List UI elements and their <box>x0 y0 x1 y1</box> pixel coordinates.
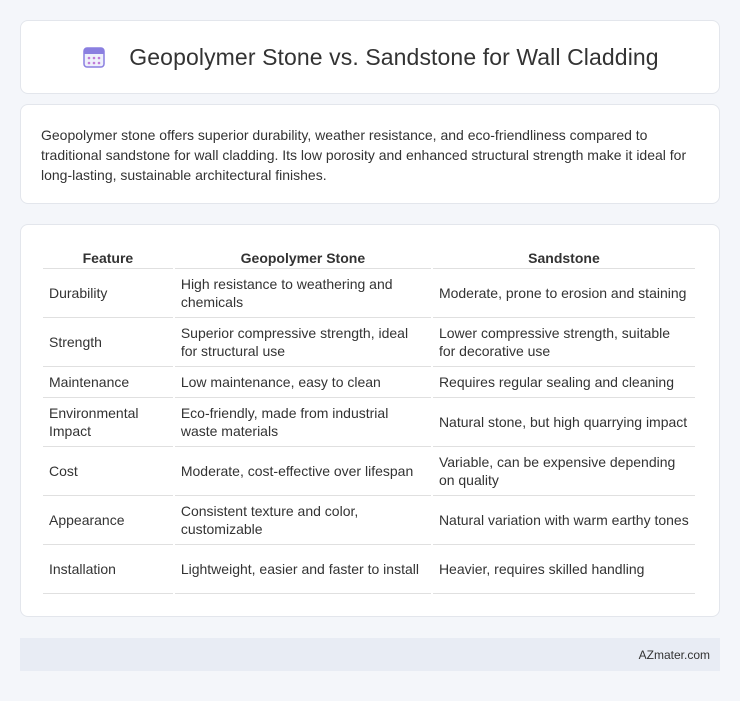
feature-cell: Durability <box>43 269 173 318</box>
sandstone-cell: Requires regular sealing and cleaning <box>433 367 695 398</box>
table-row <box>43 367 695 398</box>
title-card <box>20 20 720 94</box>
table-row <box>43 318 695 367</box>
sandstone-cell: Heavier, requires skilled handling <box>433 545 695 594</box>
table-row <box>43 496 695 545</box>
summary-card <box>20 104 720 204</box>
summary-text: Geopolymer stone offers superior durability, weather resistance, and eco-friendliness compared to traditional sandstone for wall cladding. Its low porosity and enhanced structural strength make it ideal for long-lasting, sustainable architectural finishes. <box>41 127 687 183</box>
feature-cell: Cost <box>43 447 173 496</box>
table-row <box>43 398 695 447</box>
calendar-icon <box>81 44 107 70</box>
sandstone-cell: Variable, can be expensive depending on quality <box>433 447 695 496</box>
feature-cell: Strength <box>43 318 173 367</box>
geopolymer-cell: Lightweight, easier and faster to install <box>175 545 431 594</box>
footer-site-link[interactable]: AZmater.com <box>638 647 710 662</box>
geopolymer-cell: Low maintenance, easy to clean <box>175 367 431 398</box>
table-row <box>43 269 695 318</box>
feature-cell: Appearance <box>43 496 173 545</box>
geopolymer-cell: Consistent texture and color, customizable <box>175 496 431 545</box>
sandstone-cell: Moderate, prone to erosion and staining <box>433 269 695 318</box>
feature-cell: Environmental Impact <box>43 398 173 447</box>
comparison-table-card <box>20 224 720 617</box>
geopolymer-cell: Eco-friendly, made from industrial waste materials <box>175 398 431 447</box>
geopolymer-cell: Superior compressive strength, ideal for structural use <box>175 318 431 367</box>
geopolymer-cell: High resistance to weathering and chemicals <box>175 269 431 318</box>
table-row <box>43 545 695 594</box>
sandstone-cell: Natural variation with warm earthy tones <box>433 496 695 545</box>
header-sandstone: Sandstone <box>433 247 695 269</box>
page-title: Geopolymer Stone vs. Sandstone for Wall Cladding <box>129 43 659 70</box>
sandstone-cell: Lower compressive strength, suitable for decorative use <box>433 318 695 367</box>
table-header-row <box>43 247 695 269</box>
geopolymer-cell: Moderate, cost-effective over lifespan <box>175 447 431 496</box>
table-row <box>43 447 695 496</box>
feature-cell: Maintenance <box>43 367 173 398</box>
comparison-table <box>41 247 697 594</box>
header-feature: Feature <box>43 247 173 269</box>
feature-cell: Installation <box>43 545 173 594</box>
sandstone-cell: Natural stone, but high quarrying impact <box>433 398 695 447</box>
footer <box>20 638 720 671</box>
header-geopolymer-stone: Geopolymer Stone <box>175 247 431 269</box>
